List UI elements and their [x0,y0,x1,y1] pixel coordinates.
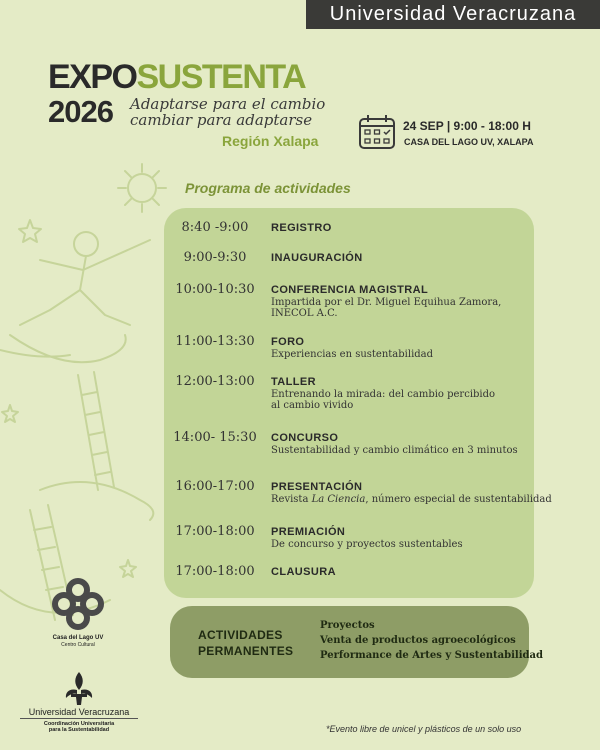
logo-sustenta-text: SUSTENTA [136,58,306,96]
footnote: *Evento libre de unicel y plásticos de un solo uso [326,724,522,734]
calendar-icon [358,114,396,150]
schedule-title: INAUGURACIÓN [271,252,363,264]
logo-expo-text: EXPO [48,58,137,96]
tagline-line-2: cambiar para adaptarse [130,111,313,129]
schedule-title: CONCURSO [271,432,339,444]
program-title: Programa de actividades [185,180,351,196]
permanent-item: Performance de Artes y Sustentabilidad [320,650,543,661]
schedule-time: 9:00-9:30 [183,250,247,265]
event-time: 9:00 - 18:00 H [453,119,531,133]
schedule-title: PREMIACIÓN [271,526,346,538]
schedule-panel [164,208,552,598]
coordination-line-1: Coordinación Universitaria [43,721,115,727]
schedule-desc: Experiencias en sustentabilidad [271,349,434,360]
tagline [130,96,325,128]
schedule-desc: De concurso y proyectos sustentables [271,539,463,550]
schedule-desc-2: al cambio vivido [271,400,354,411]
coordination-line-2: para la Sustentabilidad [48,727,110,733]
permanent-activities-panel [170,606,543,678]
schedule-time: 17:00-18:00 [175,564,255,579]
schedule-title: FORO [271,336,305,348]
permanent-item: Proyectos [320,620,375,631]
star-icon [19,220,41,242]
university-coordination [20,721,138,733]
schedule-time: 17:00-18:00 [175,524,255,539]
casa-del-lago-logo-icon [50,576,106,632]
event-date: 24 SEP [403,119,444,133]
university-name: Universidad Veracruzana [20,707,138,719]
schedule-time: 14:00- 15:30 [173,430,257,445]
logo-year: 2026 [48,94,113,129]
sun-icon [128,174,156,202]
schedule-time: 8:40 -9:00 [181,220,249,235]
schedule-title: CONFERENCIA MAGISTRAL [271,284,429,296]
universidad-veracruzana-emblem-icon [62,670,96,706]
university-banner: Universidad Veracruzana [306,0,600,29]
tagline-line-1: Adaptarse para el cambio [130,95,326,113]
schedule-title: REGISTRO [271,222,332,234]
event-venue: CASA DEL LAGO UV, XALAPA [404,137,534,147]
permanent-label-1: ACTIVIDADES [198,628,283,642]
schedule-title: TALLER [271,376,316,388]
schedule-desc-2: INECOL A.C. [271,308,338,319]
schedule-desc: Sustentabilidad y cambio climático en 3 minutos [271,445,518,456]
permanent-item: Venta de productos agroecológicos [320,635,516,646]
schedule-time: 11:00-13:30 [175,334,255,349]
region-label: Región Xalapa [222,133,319,149]
schedule-desc: Impartida por el Dr. Miguel Equihua Zamora, [271,297,502,308]
expo-sustenta-logo [48,60,305,94]
permanent-label-2: PERMANENTES [198,644,294,658]
magazine-title: La Ciencia [311,494,366,505]
permanent-activities-label [198,627,293,659]
schedule-time: 16:00-17:00 [175,479,255,494]
schedule-desc: Entrenando la mirada: del cambio percibido [271,389,496,400]
schedule-time: 10:00-10:30 [175,282,255,297]
schedule-desc-suffix: , número especial de sustentabilidad [365,494,552,505]
schedule-title: CLAUSURA [271,566,336,578]
event-date-time: 24 SEP | 9:00 - 18:00 H [403,119,531,133]
decorative-illustration [0,160,180,640]
schedule-time: 12:00-13:00 [175,374,255,389]
casa-del-lago-subtitle: Centro Cultural [61,642,95,648]
schedule-desc-prefix: Revista [271,494,312,505]
schedule-title: PRESENTACIÓN [271,481,363,493]
schedule-desc [271,494,552,505]
casa-del-lago-name: Casa del Lago UV [52,635,104,641]
